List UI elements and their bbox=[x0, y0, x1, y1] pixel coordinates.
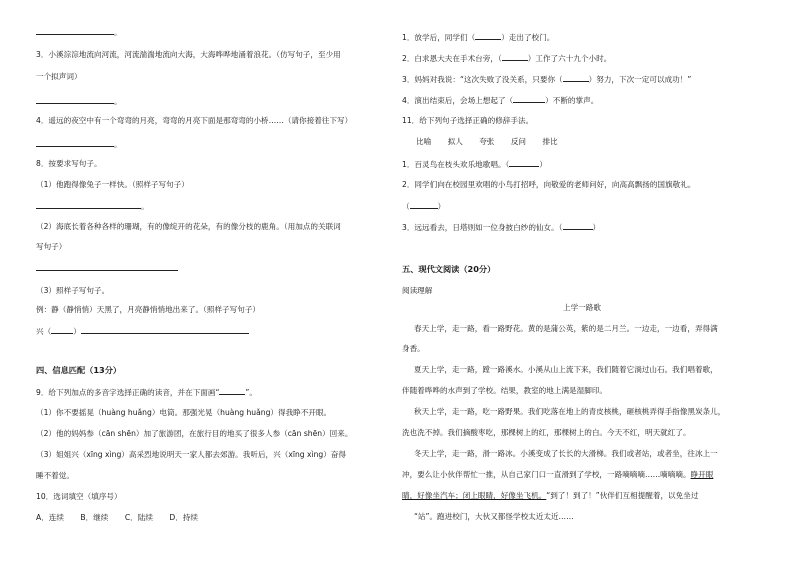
rhetoric-option: 夸张 bbox=[479, 137, 495, 146]
passage-title: 上学一路歌 bbox=[563, 303, 601, 312]
reading-label: 阅读理解 bbox=[402, 286, 433, 295]
rhetoric-3: 3．远远看去，日塔则如一位身披白纱的仙女。（ ） bbox=[402, 223, 601, 232]
blank[interactable] bbox=[513, 94, 545, 103]
underlined-sentence: 睁开眼 bbox=[690, 470, 714, 479]
paragraph-autumn: 秋天上学，走一路，吃一路野果。我们吃落在地上的青皮核桃，砸核桃弄得手指像黑炭条儿， bbox=[414, 407, 726, 416]
question-9-3: （3）姐姐兴（xīng xìng）高采烈地说明天一家人都去郊游。我听后，兴（xīng xìng）奋得 bbox=[36, 450, 347, 459]
option-b: B．继续 bbox=[80, 513, 109, 522]
rhetoric-option: 拟人 bbox=[447, 137, 463, 146]
rhetoric-2-answer: （ ） bbox=[402, 202, 446, 211]
blank[interactable] bbox=[51, 325, 73, 334]
blank[interactable] bbox=[36, 26, 114, 35]
option-c: C．陆续 bbox=[124, 513, 153, 522]
option-d: D．持续 bbox=[169, 513, 198, 522]
blank[interactable] bbox=[563, 73, 589, 82]
blank[interactable] bbox=[509, 158, 539, 167]
question-11: 11．给下列句子选择正确的修辞手法。 bbox=[402, 116, 534, 125]
paragraph-winter-cont2: 睛，好像坐汽车；闭上眼睛，好像坐飞机。“到了！到了！”伙伴们互相提醒着，以免坐过 bbox=[402, 491, 699, 500]
answer-line[interactable] bbox=[36, 262, 178, 274]
blank[interactable] bbox=[81, 325, 249, 334]
question-8: 8．按要求写句子。 bbox=[36, 159, 102, 168]
question-4: 4．遥远的夜空中有一个弯弯的月亮，弯弯的月亮下面是那弯弯的小桥……（请你接着往下写） bbox=[36, 116, 353, 125]
blank[interactable] bbox=[36, 262, 178, 271]
paragraph-autumn-cont: 洗也洗不掉。我们摘酸枣吃，那棵树上的红，那棵树上的白。今天不红，明天就红了。 bbox=[402, 428, 691, 437]
question-8-3: （3）照样子写句子。 bbox=[36, 286, 110, 295]
answer-line[interactable]: 。 bbox=[36, 95, 122, 107]
rhetoric-option: 反问 bbox=[510, 137, 527, 146]
paragraph-summer-cont: 伴随着哗哗的水声到了学校。结果，教室的地上满是湿脚印。 bbox=[402, 386, 608, 395]
blank[interactable] bbox=[219, 386, 245, 395]
paragraph-winter: 冬天上学，走一路，滑一路冰。小溪变成了长长的大滑梯。我们或者站，或者坐，往冰上一 bbox=[414, 449, 718, 458]
question-9-1: （1）你不要摇晃（huàng huǎng）电筒。那强光晃（huàng huǎng）得我睁不开眼。 bbox=[36, 408, 332, 417]
question-10: 10．选词填空（填序号） bbox=[36, 492, 122, 501]
answer-line[interactable]: 。 bbox=[36, 200, 149, 212]
rhetoric-1: 1．百灵鸟在枝头欢乐地歌唱。（ ） bbox=[402, 160, 547, 169]
fill-1: 1．放学后，同学们（ ）走出了校门。 bbox=[402, 33, 555, 42]
blank[interactable] bbox=[36, 200, 141, 209]
question-8-2: （2）海底长着各种各样的珊瑚，有的像绽开的花朵，有的像分枝的鹿角。（用加点的关联词 bbox=[36, 222, 341, 231]
question-8-1: （1）他跑得像兔子一样快。（照样子写句子） bbox=[36, 180, 189, 189]
question-9-2: （2）他的妈妈参（cān shēn）加了旅游团，在旅行目的地买了很多人参（cān shēn）回来。 bbox=[36, 429, 353, 438]
blank[interactable] bbox=[410, 200, 438, 209]
paragraph-spring: 春天上学，走一路，看一路野花。黄的是蒲公英，紫的是二月兰。一边走，一边看，弄得满 bbox=[414, 324, 718, 333]
blank[interactable] bbox=[36, 138, 114, 147]
example-sentence: 例：静（静悄悄）天黑了，月亮静悄悄地出来了。（照样子写句子） bbox=[36, 305, 261, 314]
answer-line[interactable]: 。 bbox=[36, 138, 122, 150]
blank[interactable] bbox=[563, 221, 593, 230]
fill-2: 2．白求恩大夫在手术台旁，（ ）工作了六十九个小时。 bbox=[402, 54, 612, 63]
fill-3: 3．妈妈对我说：“这次失败了没关系，只要你（ ）努力，下次一定可以成功！” bbox=[402, 75, 692, 84]
paragraph-winter-cont: 冲，要么让小伙伴帮忙一推，从自己家门口一直滑到了学校，一路嘀嘀嘀……嘀嘀嘀。睁开眼 bbox=[402, 470, 714, 479]
option-a: A．连续 bbox=[36, 513, 64, 522]
paragraph-summer: 夏天上学，走一路，蹚一路溪水。小溪从山上流下来，我们随着它淌过山石。我们唱着歌， bbox=[414, 365, 718, 374]
blank[interactable] bbox=[502, 52, 528, 61]
rhetoric-option: 排比 bbox=[542, 137, 558, 146]
question-3: 3．小溪淙淙地流向河流，河流湍湍地流向大海，大海哗哗地涌着浪花。（仿写句子，至少用 bbox=[36, 50, 341, 59]
question-3-cont: 一个拟声词） bbox=[36, 72, 82, 81]
rhetoric-option: 比喻 bbox=[416, 137, 432, 146]
question-9-3-cont: 睡不着觉。 bbox=[36, 471, 74, 480]
rhetoric-2: 2．同学们向在校园里欢唱的小鸟打招呼，向敬爱的老师问好，向高高飘扬的国旗敬礼。 bbox=[402, 180, 696, 189]
paragraph-end: “站”。跑进校门，大伙又都怪学校太近太近…… bbox=[414, 512, 574, 521]
question-9: 9．给下列加点的多音字选择正确的读音，并在下面画“ ”。 bbox=[36, 388, 257, 397]
answer-line[interactable]: 。 bbox=[36, 26, 122, 38]
word-options bbox=[36, 512, 212, 523]
rhetoric-options bbox=[416, 136, 572, 147]
question-8-2-cont: 写句子） bbox=[36, 242, 67, 251]
section-5-title: 五、现代文阅读（20分） bbox=[402, 264, 496, 274]
answer-line[interactable]: 兴（ ） bbox=[36, 325, 249, 337]
fill-4: 4．演出结束后，会场上想起了（ ）不断的掌声。 bbox=[402, 96, 599, 105]
section-4-title: 四、信息匹配（13分） bbox=[36, 365, 122, 375]
blank[interactable] bbox=[36, 95, 114, 104]
underlined-sentence: 睛，好像坐汽车；闭上眼睛，好像坐飞机。 bbox=[402, 491, 547, 500]
blank[interactable] bbox=[475, 31, 501, 40]
paragraph-spring-cont: 身香。 bbox=[402, 344, 425, 353]
